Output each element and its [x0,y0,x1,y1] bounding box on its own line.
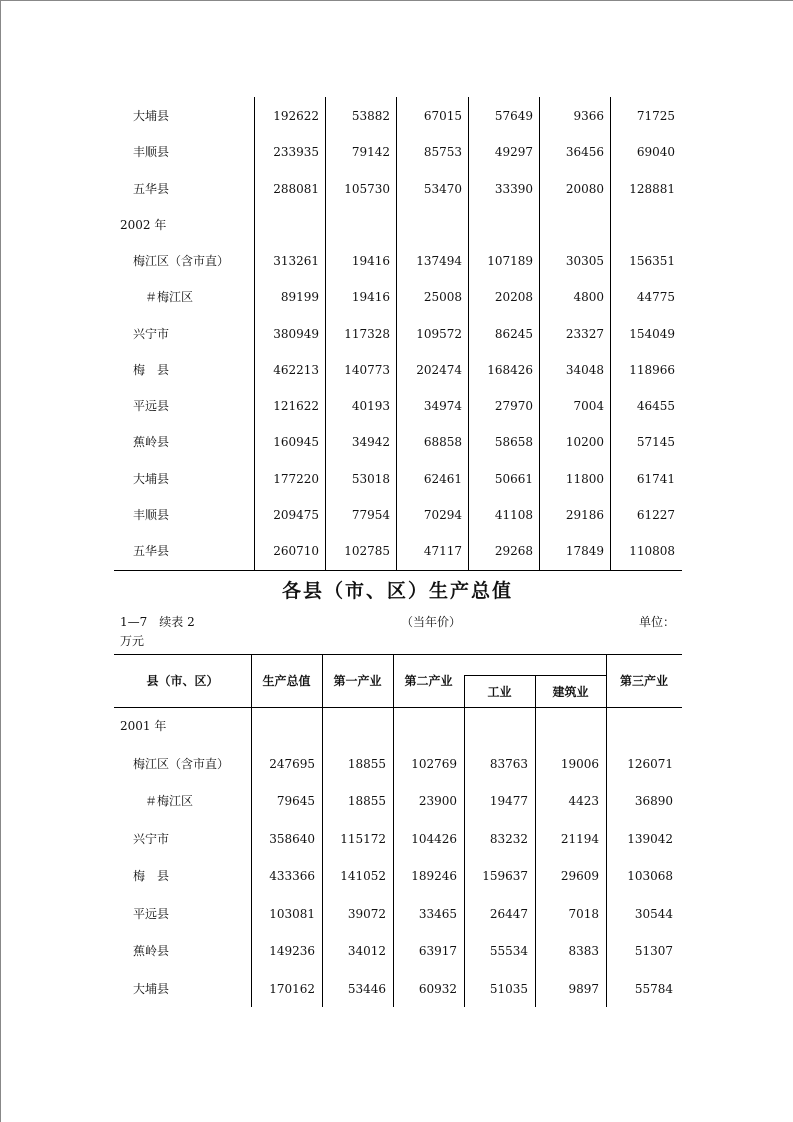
table-cell: 67015 [423,109,462,123]
row-label: 梅江区（含市直） [133,254,230,268]
table-cell: 104426 [411,831,457,846]
header-county: 县（市、区） [146,674,219,688]
table-cell: 30544 [634,906,673,921]
table-cell: 34974 [423,399,462,413]
table-cell: 209475 [273,507,319,522]
table-cell: 60932 [418,981,457,996]
table-bottom-rule [114,570,682,571]
table-number: 1—7 续表 2 [120,615,195,629]
table-cell: 9366 [573,109,604,123]
table-cell: 83763 [489,756,528,771]
table-cell: 68858 [423,435,462,450]
table-cell: 358640 [269,831,315,846]
table-cell: 79142 [351,145,390,160]
row-label: 丰顺县 [133,145,170,160]
table-cell: 102769 [411,756,457,771]
table-top-rule [114,654,682,655]
table-cell: 53446 [347,981,386,996]
table-cell: 46455 [636,399,675,413]
table-cell: 33465 [418,906,457,921]
table-cell: 105730 [344,181,390,196]
header-bottom-rule [114,707,682,708]
header-secondary: 第二产业 [404,674,453,688]
table-cell: 55534 [489,944,528,958]
row-label: 梅江区（含市直） [133,756,230,771]
table-cell: 115172 [340,831,386,846]
table-cell: 126071 [627,756,673,771]
table-cell: 177220 [273,471,319,486]
row-label: 大埔县 [133,471,170,486]
table-cell: 55784 [634,981,673,996]
header-industry: 工业 [487,685,512,699]
table-cell: 36456 [565,145,604,160]
table-cell: 141052 [340,869,386,883]
header-tertiary: 第三产业 [619,674,668,688]
table-cell: 19006 [560,756,599,771]
table-cell: 159637 [482,869,528,883]
table-cell: 103081 [269,906,315,921]
table-cell: 51307 [634,944,673,958]
table-cell: 63917 [418,944,457,958]
table-cell: 9897 [568,981,599,996]
row-label: ＃梅江区 [145,794,194,808]
table-cell: 71725 [636,109,675,123]
table-cell: 41108 [494,507,533,522]
table-cell: 34048 [565,362,604,377]
table-cell: 47117 [423,544,462,558]
table-cell: 44775 [636,290,675,305]
row-label: 丰顺县 [133,507,170,522]
table-cell: 11800 [565,471,604,486]
table-cell: 29268 [494,544,533,558]
unit-value: 万元 [120,634,145,648]
row-label: 兴宁市 [133,831,170,846]
table-cell: 29609 [560,869,599,883]
table-cell: 57145 [636,435,675,450]
table-cell: 57649 [494,109,533,123]
table-cell: 140773 [344,362,390,377]
table-cell: 51035 [489,981,528,996]
table-cell: 156351 [629,254,675,268]
table-cell: 69040 [636,145,675,160]
table-cell: 18855 [347,756,386,771]
table-cell: 103068 [627,869,673,883]
table-cell: 121622 [273,399,319,413]
table-cell: 19416 [351,290,390,305]
table-cell: 86245 [494,326,533,341]
table-cell: 10200 [565,435,604,450]
table-cell: 23900 [418,794,457,808]
table-cell: 27970 [494,399,533,413]
table-cell: 117328 [344,326,390,341]
row-label: 五华县 [133,181,170,196]
table-cell: 70294 [423,507,462,522]
table-cell: 18855 [347,794,386,808]
table-cell: 149236 [269,944,315,958]
table-cell: 202474 [416,362,462,377]
header-primary: 第一产业 [333,674,382,688]
row-label: 蕉岭县 [133,435,170,450]
table-cell: 23327 [565,326,604,341]
table-cell: 61741 [636,471,675,486]
price-note: （当年价） [401,615,462,629]
table-cell: 110808 [629,544,675,558]
table-cell: 107189 [487,254,533,268]
row-label: 2001 年 [120,719,167,733]
table-cell: 83232 [489,831,528,846]
table-cell: 20208 [494,290,533,305]
table-cell: 62461 [423,471,462,486]
table-cell: 109572 [416,326,462,341]
table-cell: 49297 [494,145,533,160]
table-cell: 433366 [269,869,315,883]
table-cell: 139042 [627,831,673,846]
table-cell: 34942 [351,435,390,450]
row-label: 大埔县 [133,109,170,123]
table-cell: 25008 [423,290,462,305]
table-cell: 380949 [273,326,319,341]
header-construction: 建筑业 [552,685,589,699]
table-cell: 4423 [568,794,599,808]
table-cell: 160945 [273,435,319,450]
row-label: 梅 县 [133,362,170,377]
row-label: 2002 年 [120,217,167,232]
table-cell: 7004 [573,399,604,413]
table-cell: 85753 [423,145,462,160]
header-gdp: 生产总值 [262,674,311,688]
table-cell: 462213 [273,362,319,377]
table-cell: 36890 [634,794,673,808]
unit-label: 单位： [639,615,676,629]
table-cell: 53882 [351,109,390,123]
row-label: 平远县 [133,906,170,921]
table-cell: 53018 [351,471,390,486]
table-cell: 189246 [411,869,457,883]
table-cell: 77954 [351,507,390,522]
table-cell: 170162 [269,981,315,996]
table-cell: 313261 [273,254,319,268]
table-cell: 288081 [273,181,319,196]
row-label: 蕉岭县 [133,944,170,958]
row-label: ＃梅江区 [145,290,194,305]
table-cell: 26447 [489,906,528,921]
table-cell: 58658 [494,435,533,450]
table-cell: 4800 [573,290,604,305]
table-cell: 19416 [351,254,390,268]
table-cell: 128881 [629,181,675,196]
page-title: 各县（市、区）生产总值 [281,580,513,602]
table-cell: 50661 [494,471,533,486]
table-cell: 89199 [280,290,319,305]
table-cell: 34012 [347,944,386,958]
table-cell: 21194 [560,831,599,846]
table-cell: 61227 [636,507,675,522]
row-label: 五华县 [133,544,170,558]
table-cell: 168426 [487,362,533,377]
row-label: 平远县 [133,399,170,413]
table-cell: 118966 [629,362,675,377]
table-cell: 19477 [489,794,528,808]
table-cell: 79645 [276,794,315,808]
table-cell: 7018 [568,906,599,921]
table-cell: 29186 [565,507,604,522]
row-label: 梅 县 [133,869,170,883]
table-cell: 192622 [273,109,319,123]
table-cell: 260710 [273,544,319,558]
table-cell: 154049 [629,326,675,341]
table-cell: 17849 [565,544,604,558]
row-label: 大埔县 [133,981,170,996]
table-cell: 33390 [494,181,533,196]
table-cell: 247695 [269,756,315,771]
row-label: 兴宁市 [133,326,170,341]
table-cell: 39072 [347,906,386,921]
table-cell: 102785 [344,544,390,558]
table-cell: 30305 [565,254,604,268]
table-cell: 8383 [568,944,599,958]
table-cell: 233935 [273,145,319,160]
table-cell: 137494 [416,254,462,268]
table-cell: 40193 [351,399,390,413]
table-cell: 53470 [423,181,462,196]
table-cell: 20080 [565,181,604,196]
